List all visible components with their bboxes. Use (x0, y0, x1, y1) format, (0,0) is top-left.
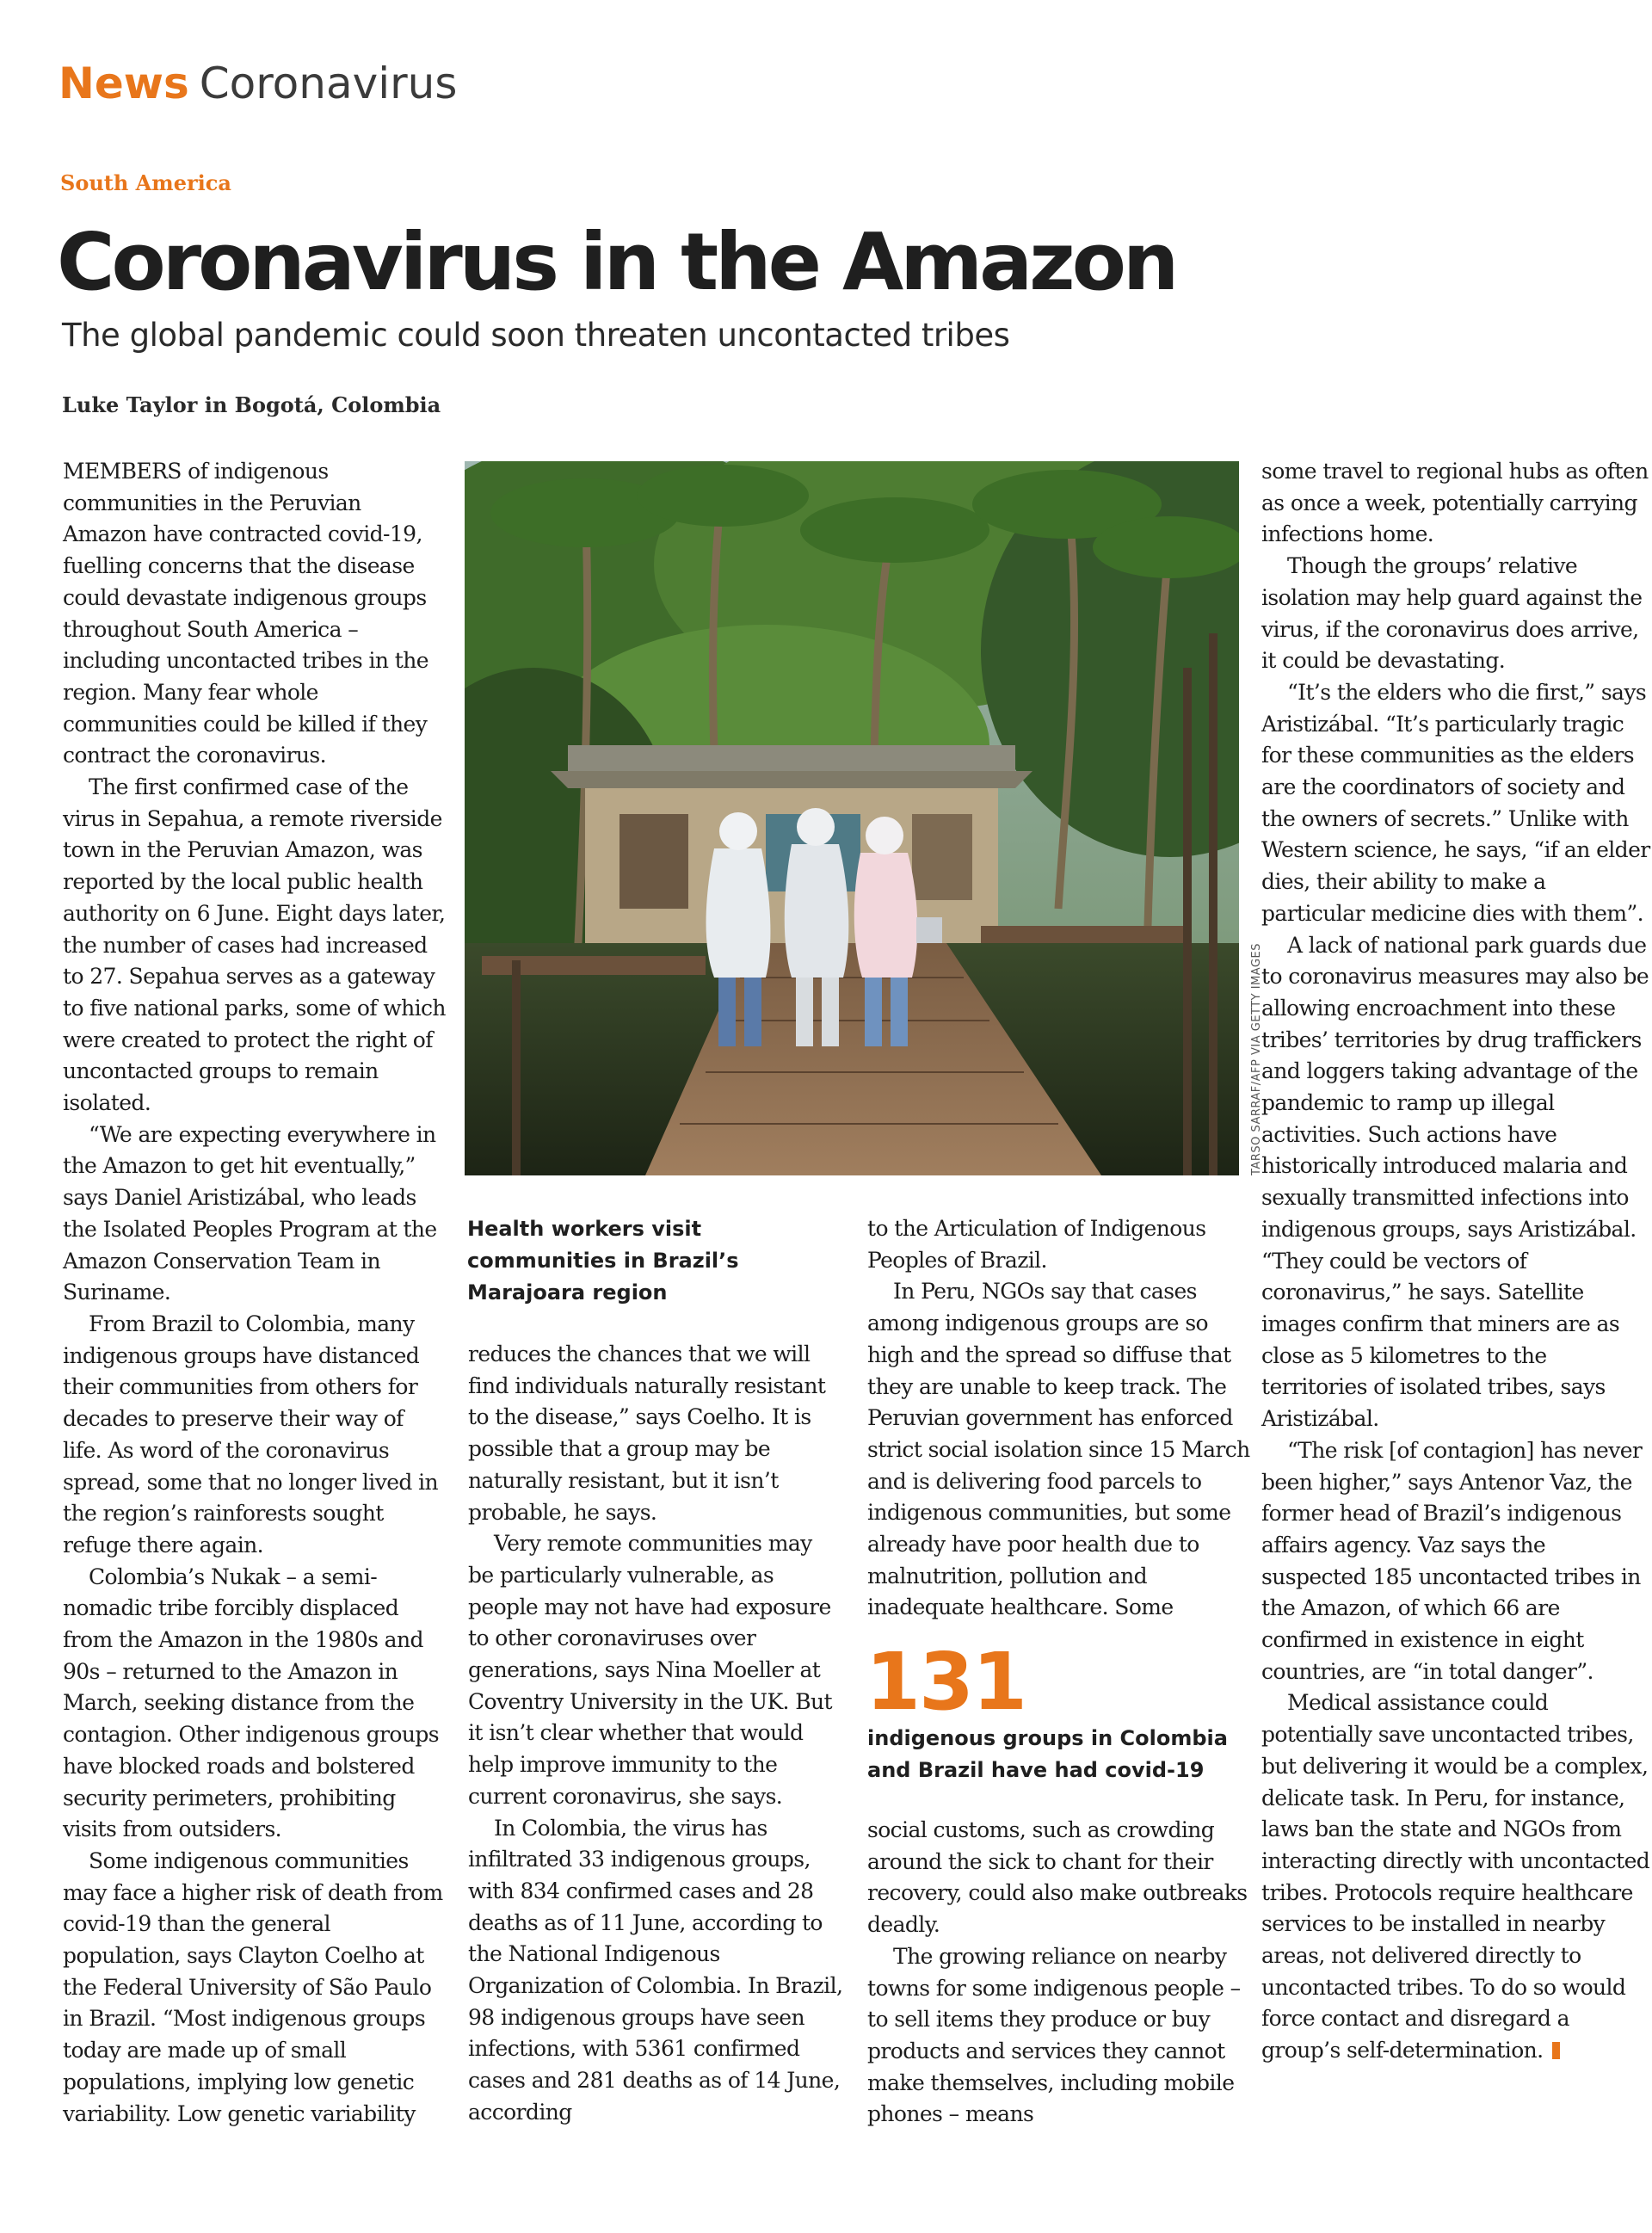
body-column-3 (867, 1213, 1251, 1624)
stat-number: 131 (866, 1636, 1026, 1728)
paragraph-text: Medical assistance could potentially save uncontacted tribes, but delivering it would be a complex, delicate task. In Peru, for instance, laws ban the state and NGOs from interacting directly with uncontacted tribes. Protocols require healthcare services to be installed in nearby areas, not delivered directly to uncontacted tribes. To do so would force contact and disregard a group’s self-determination. (1261, 1690, 1650, 2063)
photo-caption: Health workers visit communities in Brazil’s Marajoara region (467, 1217, 739, 1305)
body-column-2 (468, 1339, 843, 2129)
paragraph: Very remote communities may be particularly vulnerable, as people may not have had exposure to other coronaviruses over generations, says Nina Moeller at Coventry University in the UK. But it isn’t clear whether that would help improve immunity to the current coronavirus, she says. (468, 1531, 832, 1809)
paragraph: social customs, such as crowding around the sick to chant for their recovery, could also make outbreaks deadly. (867, 1817, 1248, 1938)
byline: Luke Taylor in Bogotá, Colombia (62, 392, 441, 417)
paragraph: MEMBERS of indigenous communities in the Peruvian Amazon have contracted covid-19, fuelling concerns that the disease could devastate indigenous groups throughout South America – including uncontacted tribes in the region. Many fear whole communities could be killed if they contract the coronavirus. (63, 459, 428, 768)
article-photo (465, 461, 1239, 1175)
topic-label: Coronavirus (199, 59, 458, 108)
paragraph: “It’s the elders who die first,” says Aristizábal. “It’s particularly tragic for these communities as the elders are the coordinators of society and the owners of secrets.” Unlike with Western science, he says, “if an elder dies, their ability to make a particular medicine dies with them”. (1261, 679, 1650, 926)
headline: Coronavirus in the Amazon (57, 216, 1176, 308)
paragraph: In Peru, NGOs say that cases among indigenous groups are so high and the spread so diffuse that they are unable to keep track. The Peruvian government has enforced strict social isolation since 15 March and is delivering food parcels to indigenous communities, but some already have poor health due to malnutrition, pollution and inadequate healthcare. Some (867, 1279, 1250, 1620)
paragraph: Colombia’s Nukak – a semi-nomadic tribe forcibly displaced from the Amazon in the 1980s and 90s – returned to the Amazon in March, seeking distance from the contagion. Other indigenous groups have blocked roads and bolstered security perimeters, prohibiting visits from outsiders. (63, 1564, 439, 1842)
paragraph: “We are expecting everywhere in the Amazon to get hit eventually,” says Daniel Aristizábal, who leads the Isolated Peoples Program at the Amazon Conservation Team in Suriname. (63, 1121, 437, 1305)
end-of-article-mark (1552, 2042, 1560, 2059)
section-header (59, 53, 457, 114)
paragraph: some travel to regional hubs as often as once a week, potentially carrying infections home. (1261, 459, 1649, 547)
paragraph: A lack of national park guards due to coronavirus measures may also be allowing encroachment into these tribes’ territories by drug traffickers and loggers taking advantage of the pandemic to ramp up illegal activities. Such actions have historically introduced malaria and sexually transmitted infections into indigenous groups, says Aristizábal. “They could be vectors of coronavirus,” he says. Satellite images confirm that miners are as close as 5 kilometres to the territories of isolated tribes, says Aristizábal. (1261, 932, 1649, 1432)
paragraph: From Brazil to Colombia, many indigenous groups have distanced their communities from others for decades to preserve their way of life. As word of the coronavirus spread, some that no longer lived in the region’s rainforests sought refuge there again. (63, 1311, 439, 1558)
paragraph: In Colombia, the virus has infiltrated 33 indigenous groups, with 834 confirmed cases and 28 deaths as of 11 June, according to the National Indigenous Organization of Colombia. In Brazil, 98 indigenous groups have seen infections, with 5361 confirmed cases and 281 deaths as of 14 June, according (468, 1815, 843, 2125)
paragraph: Though the groups’ relative isolation may help guard against the virus, if the coronavirus does arrive, it could be devastating. (1261, 553, 1643, 674)
body-column-3-continued (867, 1815, 1251, 2131)
paragraph: “The risk [of contagion] has never been higher,” says Antenor Vaz, the former head of Brazil’s indigenous affairs agency. Vaz says the suspected 185 uncontacted tribes in the Amazon, of which 66 are confirmed in existence in eight countries, are “in total danger”. (1261, 1437, 1643, 1684)
paragraph: Some indigenous communities may face a higher risk of death from covid-19 than the general population, says Clayton Coelho at the Federal University of São Paulo in Brazil. “Most indigenous groups today are made up of small populations, implying low genetic variability. Low genetic variability (63, 1847, 443, 2126)
body-column-1 (63, 456, 447, 2130)
paragraph (1261, 1687, 1650, 2066)
paragraph: reduces the chances that we will find individuals naturally resistant to the disease,” says Coelho. It is possible that a group may be naturally resistant, but it isn’t probable, he says. (468, 1342, 826, 1525)
section-label: News (59, 59, 189, 108)
paragraph: The first confirmed case of the virus in Sepahua, a remote riverside town in the Peruvian Amazon, was reported by the local public health authority on 6 June. Eight days later, the number of cases had increased to 27. Sepahua serves as a gateway to five national parks, some of which were created to protect the right of uncontacted groups to remain isolated. (63, 774, 446, 1116)
standfirst: The global pandemic could soon threaten uncontacted tribes (62, 317, 1010, 354)
photo-credit: TARSO SARRAF/AFP VIA GETTY IMAGES (1250, 942, 1263, 1175)
region-kicker: South America (60, 170, 231, 195)
paragraph: to the Articulation of Indigenous Peoples of Brazil. (867, 1216, 1206, 1273)
paragraph: The growing reliance on nearby towns for some indigenous people – to sell items they produce or buy products and services they cannot make themselves, including mobile phones – means (867, 1943, 1241, 2127)
body-column-4 (1261, 456, 1650, 2067)
stat-label: indigenous groups in Colombia and Brazil have had covid-19 (867, 1726, 1228, 1782)
health-workers-photo (465, 461, 1239, 1175)
